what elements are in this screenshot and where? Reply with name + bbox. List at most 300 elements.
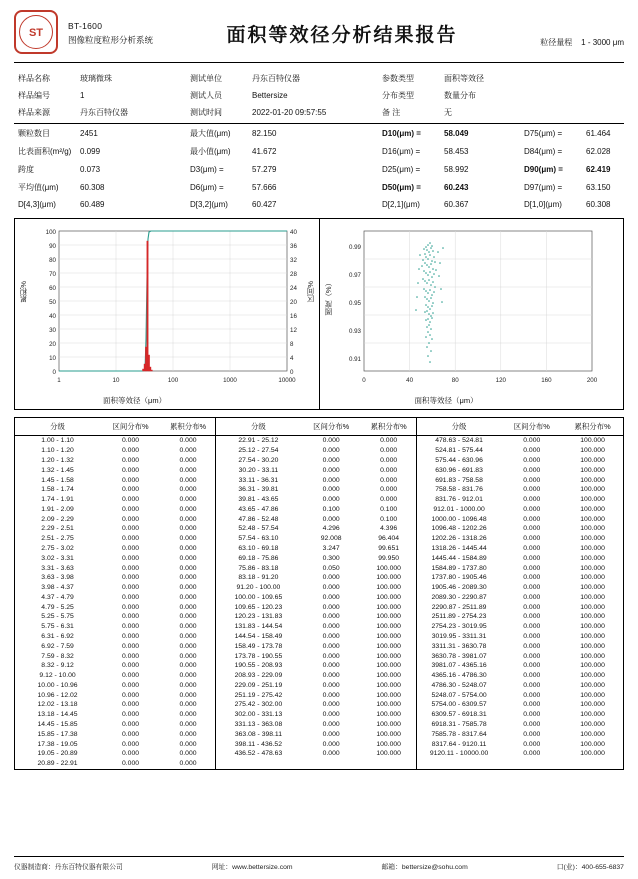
table-cell: 0.000 <box>523 623 541 631</box>
table-cell: 2511.89 - 2754.23 <box>416 612 501 622</box>
table-cell: 100.000 <box>376 652 401 660</box>
table-cell: 100.000 <box>580 496 605 504</box>
svg-text:80: 80 <box>49 257 56 264</box>
table-cell: 436.52 - 478.63 <box>216 749 301 759</box>
table-cell <box>501 759 562 769</box>
svg-text:4: 4 <box>290 355 294 362</box>
table-cell: 0.000 <box>322 486 340 494</box>
stat-label: D10(μm) = <box>382 128 421 138</box>
table-cell: 0.000 <box>179 437 197 445</box>
table-cell: 1.10 - 1.20 <box>41 447 74 455</box>
table-cell: 1202.26 - 1318.26 <box>416 534 501 544</box>
table-cell: 0.100 <box>322 505 340 513</box>
stat-value: 41.672 <box>252 146 277 156</box>
table-cell: 15.85 - 17.38 <box>37 730 78 738</box>
table-cell: 4.37 - 4.79 <box>41 593 74 601</box>
svg-text:0.91: 0.91 <box>348 356 361 363</box>
table-cell: 100.000 <box>580 740 605 748</box>
table-cell: 100.000 <box>580 574 605 582</box>
svg-text:40: 40 <box>49 313 56 320</box>
table-cell: 100.000 <box>580 721 605 729</box>
table-cell: 0.000 <box>179 760 197 768</box>
svg-text:70: 70 <box>49 271 56 278</box>
table-cell: 0.000 <box>179 584 197 592</box>
table-cell: 0.000 <box>380 466 398 474</box>
stat-label: D97(μm) = <box>524 182 563 192</box>
stat-value: 61.464 <box>586 128 611 138</box>
stat-value: 60.367 <box>444 199 469 209</box>
stat-value: 60.427 <box>252 199 277 209</box>
svg-text:0: 0 <box>290 369 294 376</box>
table-cell: 0.000 <box>122 505 140 513</box>
svg-text:0: 0 <box>361 377 366 384</box>
table-cell: 1.74 - 1.91 <box>41 496 74 504</box>
table-cell: 630.96 - 691.83 <box>416 465 501 475</box>
table-cell: 0.000 <box>322 652 340 660</box>
info-value: 面积等效径 <box>444 74 484 83</box>
table-cell: 100.000 <box>376 593 401 601</box>
stat-value: 62.028 <box>586 146 611 156</box>
left-chart-y-right-title: 区间% <box>305 281 315 303</box>
table-cell: 0.000 <box>179 672 197 680</box>
table-cell: 0.000 <box>122 721 140 729</box>
table-cell: 0.000 <box>523 711 541 719</box>
svg-text:20: 20 <box>49 341 56 348</box>
stats-row <box>14 124 624 142</box>
table-cell: 1737.80 - 1905.46 <box>416 573 501 583</box>
table-cell: 36.31 - 39.81 <box>216 485 301 495</box>
svg-text:200: 200 <box>586 377 597 384</box>
table-cell: 0.000 <box>179 633 197 641</box>
table-cell: 100.000 <box>580 486 605 494</box>
table-cell: 0.000 <box>122 662 140 670</box>
table-cell: 0.000 <box>523 437 541 445</box>
stat-label: 最小值(μm) <box>190 146 231 156</box>
table-cell: 0.000 <box>523 486 541 494</box>
svg-text:80: 80 <box>451 377 459 384</box>
svg-text:10: 10 <box>49 355 56 362</box>
table-row <box>15 583 623 593</box>
table-cell: 1096.48 - 1202.26 <box>416 524 501 534</box>
table-cell: 100.000 <box>580 711 605 719</box>
system-name: 图像粒度粒形分析系统 <box>68 34 154 45</box>
col-header: 分级 <box>216 418 301 436</box>
table-cell: 1.45 - 1.58 <box>41 476 74 484</box>
info-value: 数量分布 <box>444 91 476 100</box>
table-cell: 5248.07 - 5754.00 <box>416 690 501 700</box>
table-cell: 100.000 <box>580 437 605 445</box>
table-cell: 0.000 <box>179 711 197 719</box>
table-cell: 75.86 - 83.18 <box>216 563 301 573</box>
table-cell: 100.000 <box>580 544 605 552</box>
table-cell: 1584.89 - 1737.80 <box>416 563 501 573</box>
sample-info-table <box>14 70 624 121</box>
distribution-table-body <box>15 436 623 769</box>
page-title: 面积等效径分析结果报告 <box>226 24 458 46</box>
table-cell: 0.000 <box>179 466 197 474</box>
table-row <box>15 544 623 554</box>
table-row <box>15 681 623 691</box>
table-cell: 0.000 <box>179 486 197 494</box>
charts-area <box>14 218 624 410</box>
table-row <box>15 524 623 534</box>
table-cell: 6309.57 - 6918.31 <box>416 710 501 720</box>
stat-label: D90(μm) = <box>524 164 563 174</box>
table-cell: 12.02 - 13.18 <box>37 701 78 709</box>
table-cell: 0.000 <box>122 476 140 484</box>
svg-text:0.95: 0.95 <box>348 300 361 307</box>
info-label: 参数类型 <box>382 74 414 83</box>
table-cell: 4.296 <box>322 525 340 533</box>
table-cell: 100.000 <box>580 525 605 533</box>
svg-text:16: 16 <box>290 313 297 320</box>
table-cell: 0.000 <box>122 554 140 562</box>
table-cell: 575.44 - 630.96 <box>416 456 501 466</box>
info-label: 样品名称 <box>18 74 50 83</box>
table-cell: 0.000 <box>523 505 541 513</box>
distribution-table-wrap <box>14 417 624 770</box>
stat-label: 最大值(μm) <box>190 128 231 138</box>
table-cell: 758.58 - 831.76 <box>416 485 501 495</box>
table-row <box>15 710 623 720</box>
table-cell: 100.000 <box>376 730 401 738</box>
table-row <box>15 749 623 759</box>
table-cell: 0.000 <box>179 701 197 709</box>
table-cell: 831.76 - 912.01 <box>416 495 501 505</box>
table-cell: 109.65 - 120.23 <box>216 602 301 612</box>
table-row <box>15 622 623 632</box>
table-cell <box>562 759 623 769</box>
table-cell: 331.13 - 363.08 <box>216 720 301 730</box>
table-cell: 0.000 <box>523 652 541 660</box>
info-value: 1 <box>80 91 85 100</box>
stat-label: D[4,3](μm) <box>18 199 56 209</box>
table-cell: 0.000 <box>380 496 398 504</box>
table-cell: 83.18 - 91.20 <box>216 573 301 583</box>
table-cell: 100.000 <box>580 564 605 572</box>
table-cell: 5.75 - 6.31 <box>41 623 74 631</box>
svg-text:0.99: 0.99 <box>348 244 361 251</box>
stat-label: D3(μm) = <box>190 164 224 174</box>
table-row <box>15 475 623 485</box>
table-cell: 91.20 - 100.00 <box>216 583 301 593</box>
table-cell: 100.000 <box>580 642 605 650</box>
table-row <box>15 534 623 544</box>
svg-text:10000: 10000 <box>278 377 296 384</box>
table-cell: 100.000 <box>376 603 401 611</box>
table-row <box>15 651 623 661</box>
svg-text:50: 50 <box>49 299 56 306</box>
table-cell: 208.93 - 229.09 <box>216 671 301 681</box>
table-cell: 0.000 <box>380 486 398 494</box>
info-label: 样品来源 <box>18 108 50 117</box>
svg-text:12: 12 <box>290 327 297 334</box>
particle-range <box>474 19 624 48</box>
table-cell: 0.000 <box>523 750 541 758</box>
stat-label: D84(μm) = <box>524 146 563 156</box>
svg-text:0.93: 0.93 <box>348 328 361 335</box>
table-cell: 3.247 <box>322 544 340 552</box>
svg-text:1: 1 <box>57 377 61 384</box>
table-cell: 0.000 <box>179 681 197 689</box>
table-cell: 100.000 <box>376 672 401 680</box>
col-header: 区间分布% <box>100 418 161 436</box>
table-cell: 3019.95 - 3311.31 <box>416 632 501 642</box>
stat-value: 62.419 <box>586 164 611 174</box>
table-cell: 99.950 <box>378 554 400 562</box>
table-cell: 52.48 - 57.54 <box>216 524 301 534</box>
footer-website: 网址：www.bettersize.com <box>211 864 293 871</box>
table-cell: 0.000 <box>122 652 140 660</box>
table-cell: 0.000 <box>122 486 140 494</box>
table-cell: 0.000 <box>322 613 340 621</box>
table-cell: 144.54 - 158.49 <box>216 632 301 642</box>
table-cell: 9.12 - 10.00 <box>39 672 76 680</box>
info-value: 玻璃微珠 <box>80 74 112 83</box>
table-cell: 13.18 - 14.45 <box>37 711 78 719</box>
table-cell: 0.000 <box>179 574 197 582</box>
table-cell: 0.000 <box>322 603 340 611</box>
table-cell: 99.651 <box>378 544 400 552</box>
table-cell: 100.000 <box>376 623 401 631</box>
info-row <box>14 104 624 121</box>
table-cell: 0.000 <box>523 456 541 464</box>
table-cell: 63.10 - 69.18 <box>216 544 301 554</box>
range-label: 粒径量程 <box>540 37 573 47</box>
info-value: 2022-01-20 09:57:55 <box>252 108 327 117</box>
table-cell: 100.000 <box>376 681 401 689</box>
table-cell: 3.31 - 3.63 <box>41 564 74 572</box>
table-cell: 0.000 <box>523 525 541 533</box>
table-cell: 0.000 <box>322 623 340 631</box>
table-cell: 4365.16 - 4786.30 <box>416 671 501 681</box>
stat-value: 0.099 <box>80 146 101 156</box>
table-cell: 3.02 - 3.31 <box>41 554 74 562</box>
table-cell: 0.000 <box>122 564 140 572</box>
table-cell: 100.000 <box>580 691 605 699</box>
table-cell: 0.000 <box>122 525 140 533</box>
table-cell: 0.000 <box>122 711 140 719</box>
table-cell: 0.000 <box>122 691 140 699</box>
stats-row <box>14 160 624 178</box>
company-logo-icon <box>14 10 60 56</box>
stat-value: 0.073 <box>80 164 101 174</box>
table-cell: 0.000 <box>122 760 140 768</box>
stat-value: 60.308 <box>80 182 105 192</box>
instrument-info <box>60 21 210 46</box>
table-cell: 0.000 <box>179 623 197 631</box>
table-cell: 0.000 <box>179 456 197 464</box>
table-row <box>15 573 623 583</box>
table-cell: 0.000 <box>179 662 197 670</box>
table-cell: 0.000 <box>322 593 340 601</box>
footer-company: 仪器制造商：丹东百特仪器有限公司 <box>14 864 123 871</box>
table-row <box>15 495 623 505</box>
table-row <box>15 690 623 700</box>
stat-value: 60.489 <box>80 199 105 209</box>
instrument-model: BT-1600 <box>68 20 103 31</box>
info-label: 备 注 <box>382 108 401 117</box>
table-cell: 100.000 <box>580 623 605 631</box>
table-row <box>15 739 623 749</box>
table-row <box>15 671 623 681</box>
report-header <box>14 10 624 63</box>
table-cell: 478.63 - 524.81 <box>416 436 501 446</box>
table-cell: 524.81 - 575.44 <box>416 446 501 456</box>
table-cell: 0.000 <box>523 672 541 680</box>
table-cell: 0.000 <box>322 584 340 592</box>
svg-text:30: 30 <box>49 327 56 334</box>
info-label: 测试人员 <box>190 91 222 100</box>
table-cell: 0.000 <box>122 613 140 621</box>
table-cell: 0.100 <box>380 505 398 513</box>
table-cell: 2089.30 - 2290.87 <box>416 593 501 603</box>
stat-label: D25(μm) = <box>382 164 421 174</box>
table-cell: 0.000 <box>380 437 398 445</box>
table-cell: 100.000 <box>580 515 605 523</box>
table-cell: 0.000 <box>179 642 197 650</box>
table-cell: 39.81 - 43.65 <box>216 495 301 505</box>
table-cell: 0.000 <box>322 466 340 474</box>
table-cell: 22.91 - 25.12 <box>216 436 301 446</box>
table-cell: 5754.00 - 6309.57 <box>416 700 501 710</box>
info-label: 样品编号 <box>18 91 50 100</box>
svg-text:20: 20 <box>290 299 297 306</box>
info-label: 分布类型 <box>382 91 414 100</box>
table-cell: 0.000 <box>179 613 197 621</box>
table-cell: 0.000 <box>523 681 541 689</box>
table-cell: 100.000 <box>580 447 605 455</box>
svg-text:90: 90 <box>49 243 56 250</box>
table-cell: 0.000 <box>122 447 140 455</box>
table-cell: 251.19 - 275.42 <box>216 690 301 700</box>
table-row <box>15 456 623 466</box>
roundness-scatter-chart <box>320 219 624 409</box>
table-cell: 912.01 - 1000.00 <box>416 504 501 514</box>
table-cell: 100.00 - 109.65 <box>216 593 301 603</box>
table-cell: 100.000 <box>580 535 605 543</box>
table-cell: 100.000 <box>580 701 605 709</box>
table-row <box>15 563 623 573</box>
table-cell: 0.000 <box>122 456 140 464</box>
table-cell: 25.12 - 27.54 <box>216 446 301 456</box>
info-value: 无 <box>444 108 452 117</box>
col-header: 分级 <box>15 418 100 436</box>
table-cell: 100.000 <box>376 574 401 582</box>
table-cell: 100.000 <box>580 730 605 738</box>
table-cell: 0.000 <box>179 505 197 513</box>
table-cell: 0.000 <box>179 730 197 738</box>
stat-value: 60.243 <box>444 182 469 192</box>
table-cell: 0.000 <box>322 476 340 484</box>
table-cell: 100.000 <box>376 642 401 650</box>
table-cell: 100.000 <box>376 613 401 621</box>
table-cell: 0.000 <box>523 515 541 523</box>
table-cell: 0.000 <box>523 633 541 641</box>
col-header: 累积分布% <box>562 418 623 436</box>
table-cell: 0.000 <box>523 574 541 582</box>
table-cell: 131.83 - 144.54 <box>216 622 301 632</box>
table-cell: 0.000 <box>322 574 340 582</box>
table-row <box>15 729 623 739</box>
table-cell: 100.000 <box>580 476 605 484</box>
table-cell: 0.000 <box>179 496 197 504</box>
table-cell: 2.09 - 2.29 <box>41 515 74 523</box>
table-cell: 0.000 <box>523 662 541 670</box>
col-header: 区间分布% <box>301 418 362 436</box>
table-cell: 33.11 - 36.31 <box>216 475 301 485</box>
table-cell: 0.000 <box>179 544 197 552</box>
table-cell: 100.000 <box>376 750 401 758</box>
table-cell: 0.000 <box>122 623 140 631</box>
table-cell: 6918.31 - 7585.78 <box>416 720 501 730</box>
table-cell: 0.000 <box>322 633 340 641</box>
table-cell: 0.000 <box>380 476 398 484</box>
table-cell: 3.98 - 4.37 <box>41 584 74 592</box>
table-cell: 96.404 <box>378 535 400 543</box>
table-cell: 0.100 <box>380 515 398 523</box>
table-cell: 27.54 - 30.20 <box>216 456 301 466</box>
table-cell: 100.000 <box>580 662 605 670</box>
stat-label: 跨度 <box>18 164 34 174</box>
table-row <box>15 661 623 671</box>
table-cell: 100.000 <box>580 505 605 513</box>
table-cell: 1.00 - 1.10 <box>41 437 74 445</box>
table-cell: 0.000 <box>122 603 140 611</box>
table-cell: 0.000 <box>523 544 541 552</box>
table-cell: 2754.23 - 3019.95 <box>416 622 501 632</box>
table-cell: 0.000 <box>523 691 541 699</box>
stat-value: 58.992 <box>444 164 469 174</box>
table-cell: 6.31 - 6.92 <box>41 633 74 641</box>
svg-text:36: 36 <box>290 243 297 250</box>
table-cell: 0.000 <box>179 564 197 572</box>
table-cell: 0.000 <box>122 633 140 641</box>
table-cell: 0.000 <box>523 476 541 484</box>
stat-label: D[1,0](μm) <box>524 199 562 209</box>
distribution-header-row <box>15 418 623 436</box>
table-cell: 691.83 - 758.58 <box>416 475 501 485</box>
table-cell: 0.000 <box>179 515 197 523</box>
svg-text:0.97: 0.97 <box>348 272 361 279</box>
table-cell: 0.000 <box>523 496 541 504</box>
table-cell: 10.00 - 10.96 <box>37 681 78 689</box>
table-cell: 2.29 - 2.51 <box>41 525 74 533</box>
stat-value: 57.666 <box>252 182 277 192</box>
table-cell: 2290.87 - 2511.89 <box>416 602 501 612</box>
table-row <box>15 446 623 456</box>
table-cell: 100.000 <box>376 740 401 748</box>
table-cell: 100.000 <box>376 711 401 719</box>
info-label: 测试单位 <box>190 74 222 83</box>
svg-text:40: 40 <box>405 377 413 384</box>
table-cell: 100.000 <box>376 662 401 670</box>
table-cell: 0.000 <box>122 701 140 709</box>
table-cell: 398.11 - 436.52 <box>216 739 301 749</box>
report-footer <box>14 856 624 871</box>
table-cell: 0.000 <box>523 447 541 455</box>
table-cell: 0.000 <box>322 730 340 738</box>
table-cell: 0.000 <box>523 642 541 650</box>
table-cell: 0.000 <box>179 447 197 455</box>
table-cell: 158.49 - 173.78 <box>216 641 301 651</box>
table-row <box>15 553 623 563</box>
table-cell: 6.92 - 7.59 <box>41 642 74 650</box>
logo-text: ST <box>28 27 44 39</box>
table-cell: 100.000 <box>580 603 605 611</box>
info-label: 测试时间 <box>190 108 222 117</box>
table-cell: 0.000 <box>523 740 541 748</box>
